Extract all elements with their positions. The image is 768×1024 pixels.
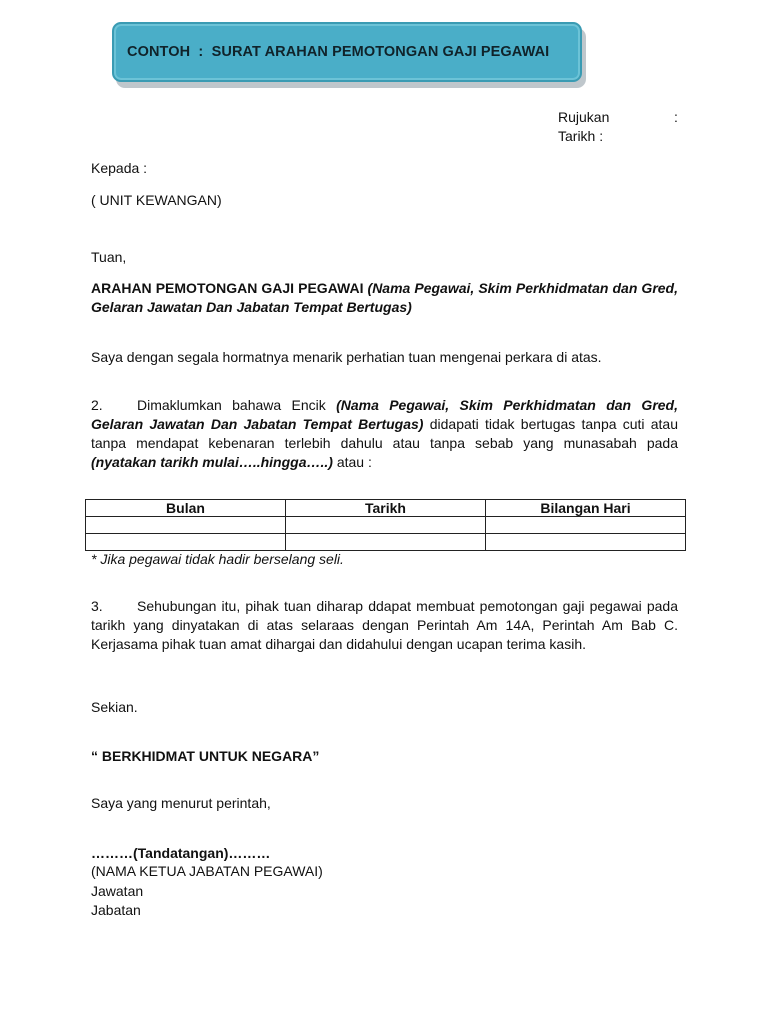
table-cell bbox=[486, 534, 686, 551]
column-header-bilangan-hari: Bilangan Hari bbox=[486, 500, 686, 517]
table-header-row bbox=[86, 500, 686, 517]
signatory-jawatan: Jawatan bbox=[91, 883, 144, 899]
table-row bbox=[86, 534, 686, 551]
recipient-unit: ( UNIT KEWANGAN) bbox=[91, 192, 222, 208]
table-cell bbox=[86, 517, 286, 534]
para2-text-b: didapati tidak bertugas tanpa cuti atau tanpa mendapat kebenaran terlebih dahulu atau tanpa sebab yang munasabah pada bbox=[91, 416, 679, 451]
title-banner bbox=[112, 22, 582, 82]
para2-italic-b: (nyatakan tarikh mulai…..hingga…..) bbox=[91, 454, 333, 470]
rujukan-label: Rujukan bbox=[558, 109, 610, 125]
table-cell bbox=[286, 534, 486, 551]
para2-number: 2. bbox=[91, 397, 103, 413]
signatory-name: (NAMA KETUA JABATAN PEGAWAI) bbox=[91, 863, 323, 879]
subject-italic: (Nama Pegawai, Skim Perkhidmatan dan Gred, Gelaran Jawatan Dan Jabatan Tempat Bertugas) bbox=[91, 280, 678, 315]
subject-line bbox=[91, 279, 678, 317]
signature-line: ………(Tandatangan)……… bbox=[91, 845, 271, 861]
closing-perintah: Saya yang menurut perintah, bbox=[91, 795, 271, 811]
kepada-label: Kepada : bbox=[91, 160, 148, 176]
para3-number: 3. bbox=[91, 598, 103, 614]
paragraph-2 bbox=[91, 396, 678, 472]
signatory-jabatan: Jabatan bbox=[91, 902, 141, 918]
para2-text-a: Dimaklumkan bahawa Encik bbox=[137, 397, 326, 413]
banner-title: CONTOH : SURAT ARAHAN PEMOTONGAN GAJI PEGAWAI bbox=[127, 44, 550, 60]
salutation: Tuan, bbox=[91, 249, 127, 265]
para2-text-c: atau : bbox=[336, 454, 372, 470]
intro-paragraph: Saya dengan segala hormatnya menarik perhatian tuan mengenai perkara di atas. bbox=[91, 349, 602, 365]
absence-table bbox=[85, 499, 686, 551]
para3-text: Sehubungan itu, pihak tuan diharap ddapat membuat pemotongan gaji pegawai pada tarikh yang dinyatakan di atas selaraas dengan Perintah Am 14A, Perintah Am Bab C. Kerjasama pihak tuan amat dihargai dan didahului dengan ucapan terima kasih. bbox=[91, 598, 678, 652]
subject-bold: ARAHAN PEMOTONGAN GAJI PEGAWAI bbox=[91, 280, 364, 296]
closing-motto: “ BERKHIDMAT UNTUK NEGARA” bbox=[91, 748, 320, 764]
tarikh-label: Tarikh : bbox=[558, 128, 604, 144]
closing-sekian: Sekian. bbox=[91, 699, 138, 715]
table-cell bbox=[486, 517, 686, 534]
column-header-bulan: Bulan bbox=[86, 500, 286, 517]
table-row bbox=[86, 517, 686, 534]
para2-italic-a: (Nama Pegawai, Skim Perkhidmatan dan Gred, Gelaran Jawatan Dan Jabatan Tempat Bertugas) bbox=[91, 397, 678, 432]
table-note: * Jika pegawai tidak hadir berselang seli. bbox=[91, 551, 344, 567]
column-header-tarikh: Tarikh bbox=[286, 500, 486, 517]
rujukan-colon: : bbox=[674, 109, 678, 125]
table-cell bbox=[286, 517, 486, 534]
paragraph-3 bbox=[91, 597, 678, 654]
table-cell bbox=[86, 534, 286, 551]
